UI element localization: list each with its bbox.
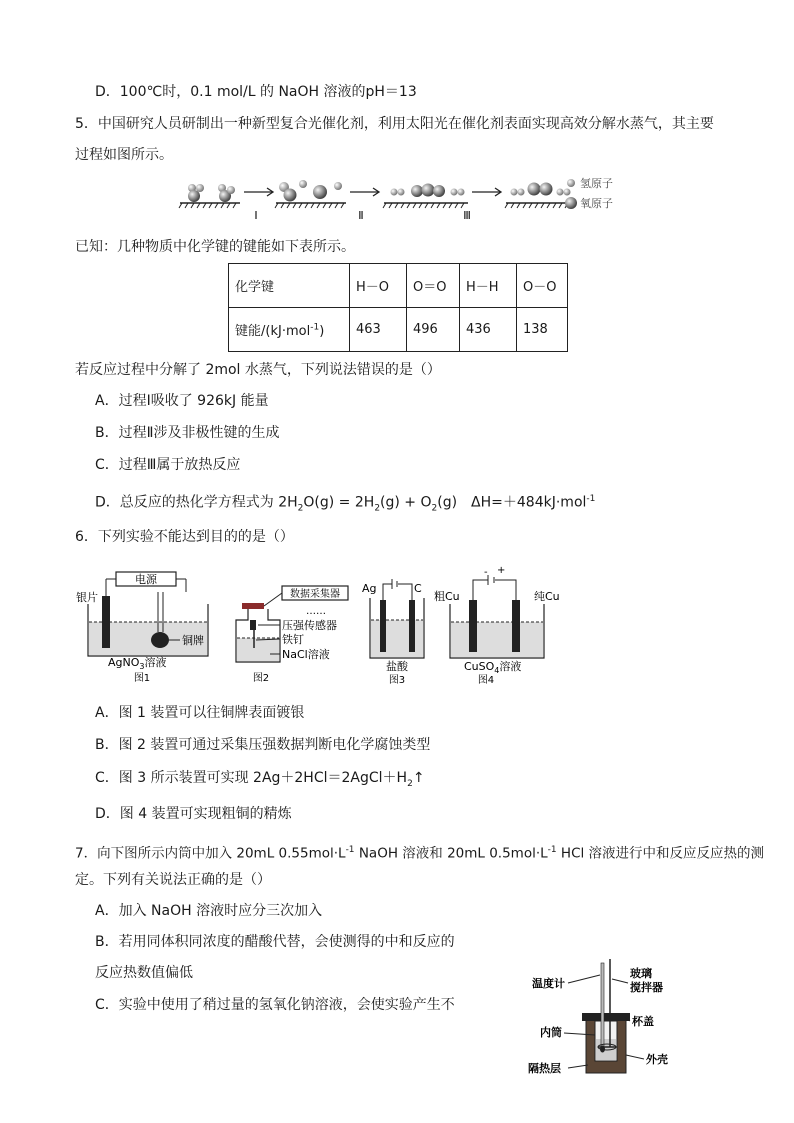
- label-lid: 杯盖: [632, 1015, 654, 1028]
- stage-label-2: Ⅱ: [358, 209, 364, 222]
- q5-known: 已知：几种物质中化学键的键能如下表所示。: [75, 239, 355, 255]
- fig2-caption: 图2: [252, 673, 270, 684]
- oxygen-legend-icon: [565, 197, 577, 209]
- figure-1: [76, 572, 208, 684]
- fig1-left-label: 银片: [76, 591, 98, 604]
- label-insulation: 隔热层: [528, 1062, 561, 1075]
- stage-label-3: Ⅲ: [463, 209, 471, 222]
- fig4-caption: 图4: [477, 675, 495, 684]
- table-header-cell: O＝O: [407, 264, 460, 308]
- q4-option-d: D．100℃时，0.1 mol/L 的 NaOH 溶液的pH＝13: [95, 84, 417, 100]
- q7-option-b-line2: 反应热数值偏低: [95, 965, 193, 981]
- q5-ask: 若反应过程中分解了 2mol 水蒸气，下列说法错误的是（）: [75, 362, 441, 378]
- row-label-unit: ·mol: [281, 324, 311, 339]
- stage2-atoms: [391, 184, 465, 198]
- fig2-nail: 铁钉: [282, 633, 304, 646]
- q6-option-c: C．图 3 所示装置可实现 $2Ag+2HCl=2AgCl+H_2↑$: [95, 770, 425, 789]
- figure-3: [362, 579, 424, 684]
- fig3-c: C: [414, 582, 422, 595]
- q6-stem: 6．下列实验不能达到目的的是（）: [75, 529, 294, 545]
- table-cell: 463: [350, 308, 407, 352]
- q6-option-a: A．图 1 装置可以往铜牌表面镀银: [95, 705, 305, 721]
- fig3-caption: 图3: [388, 675, 406, 684]
- fig4-left-label: 粗Cu: [434, 590, 460, 603]
- q5-stem-line1: 5．中国研究人员研制出一种新型复合光催化剂，利用太阳光在催化剂表面实现高效分解水蒸气，其主要: [75, 116, 714, 132]
- stage0-molecules: [188, 184, 235, 202]
- q6-apparatus-figures: [74, 562, 574, 684]
- table-cell: 436: [460, 308, 517, 352]
- legend-oxygen: 氧原子: [580, 197, 613, 210]
- fig1-solution: AgNO$_3$溶液: [108, 656, 167, 671]
- fig2-solution: NaCl溶液: [282, 648, 330, 661]
- table-cell: 138: [517, 308, 568, 352]
- q5-stem-line2: 过程如图所示。: [75, 147, 173, 163]
- figure-2: [236, 586, 348, 684]
- calorimeter-diagram: [528, 955, 678, 1080]
- fig2-box: 数据采集器: [290, 589, 340, 600]
- figure-4: [434, 565, 560, 684]
- q5-option-c: C．过程Ⅲ属于放热反应: [95, 457, 241, 473]
- q5-process-diagram: [178, 172, 638, 224]
- table-row: [229, 308, 568, 352]
- fig1-caption: 图1: [133, 673, 151, 684]
- fig1-right-label: 铜牌: [182, 634, 204, 647]
- fig2-dots: ……: [306, 606, 326, 617]
- q7-option-a: A．加入 NaOH 溶液时应分三次加入: [95, 903, 323, 919]
- q5-option-d: D．总反应的热化学方程式为 $2H_2O(g) = 2H_2(g) + O_2(g)$ ΔH=＋484kJ·mol$^{-1}$: [95, 494, 596, 514]
- row-label-end: ): [319, 324, 325, 339]
- fig4-right-label: 纯Cu: [534, 590, 560, 603]
- table-header-cell: 化学键: [229, 264, 350, 308]
- label-thermometer: 温度计: [532, 977, 565, 990]
- q7-stem-line1: 7．向下图所示内筒中加入 20mL $0.55mol\cdot L^{-1}$ NaOH 溶液和 20mL $0.5mol\cdot L^{-1}$ HCl 溶液进行中和反应反应热的测: [75, 845, 765, 862]
- q6-option-d: D．图 4 装置可实现粗铜的精炼: [95, 806, 292, 822]
- fig3-solution: 盐酸: [386, 660, 408, 673]
- table-header-cell: H－O: [350, 264, 407, 308]
- fig3-ag: Ag: [362, 582, 377, 595]
- label-shell: 外壳: [646, 1053, 668, 1066]
- stage3-molecules: [511, 183, 571, 196]
- fig1-power: 电源: [135, 573, 157, 586]
- stage1-atoms: [279, 180, 342, 202]
- table-row-label: [229, 308, 350, 352]
- row-label-main: 键能/(kJ: [235, 324, 282, 339]
- table-header-cell: O－O: [517, 264, 568, 308]
- legend-hydrogen: 氢原子: [580, 177, 613, 190]
- q7-stem-line2: 定。下列有关说法正确的是（）: [75, 872, 271, 888]
- table-header-cell: H－H: [460, 264, 517, 308]
- bond-energy-table: [228, 263, 568, 352]
- label-glass-2: 搅拌器: [630, 981, 663, 994]
- q6-option-b: B．图 2 装置可通过采集压强数据判断电化学腐蚀类型: [95, 737, 431, 753]
- fig2-sensor: 压强传感器: [282, 619, 337, 632]
- table-cell: 496: [407, 308, 460, 352]
- fig4-plus: +: [497, 565, 506, 576]
- fig4-solution: CuSO$_4$溶液: [464, 660, 522, 675]
- table-row: [229, 264, 568, 308]
- q5-option-a: A．过程Ⅰ吸收了 926kJ 能量: [95, 393, 269, 409]
- q5-option-b: B．过程Ⅱ涉及非极性键的生成: [95, 425, 280, 441]
- hydrogen-legend-icon: [567, 179, 575, 187]
- q7-option-c-line1: C．实验中使用了稍过量的氢氧化钠溶液，会使实验产生不: [95, 997, 455, 1013]
- label-glass-1: 玻璃: [630, 967, 652, 980]
- fig4-minus: -: [484, 567, 488, 578]
- stage-label-1: Ⅰ: [254, 209, 258, 222]
- label-inner: 内筒: [540, 1026, 562, 1039]
- row-label-sup: -1: [310, 322, 320, 333]
- q7-option-b-line1: B．若用同体积同浓度的醋酸代替，会使测得的中和反应的: [95, 934, 455, 950]
